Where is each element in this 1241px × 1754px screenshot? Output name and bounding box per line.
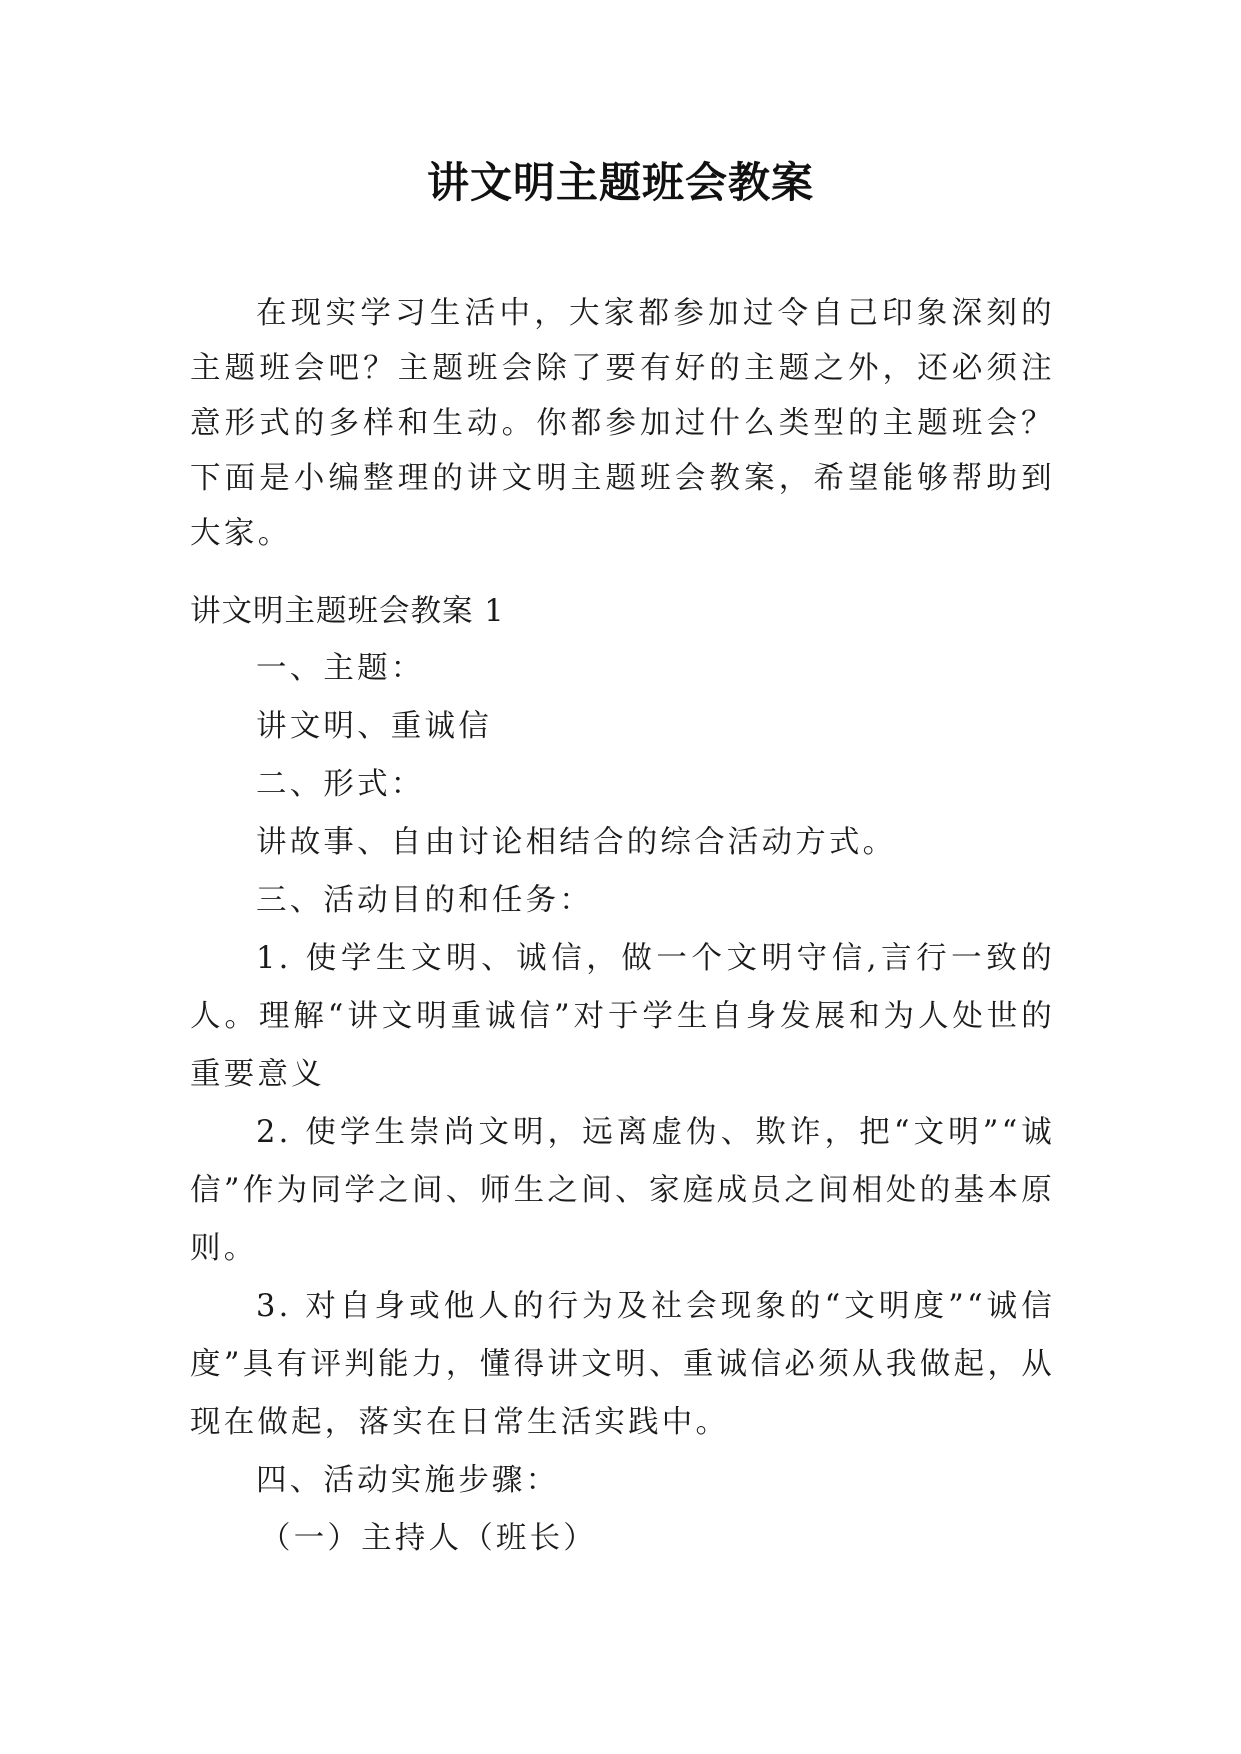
goal-item-2: 2. 使学生崇尚文明，远离虚伪、欺诈，把“文明”“诚信”作为同学之间、师生之间、家庭成员之间相处的基本原则。 (190, 1115, 1055, 1266)
document-title: 讲文明主题班会教案 (426, 158, 814, 207)
heading-steps: 四、活动实施步骤： (256, 1463, 560, 1498)
goal-item-3: 3. 对自身或他人的行为及社会现象的“文明度”“诚信度”具有评判能力，懂得讲文明、重诚信必须从我做起，从现在做起，落实在日常生活实践中。 (190, 1289, 1055, 1440)
document-body (190, 640, 1055, 1568)
step-host: （一）主持人（班长） (260, 1521, 597, 1556)
heading-theme: 一、主题： (256, 651, 425, 686)
theme-text: 讲文明、重诚信 (256, 709, 492, 744)
section-heading: 讲文明主题班会教案 1 (190, 594, 505, 629)
intro-paragraph: 在现实学习生活中，大家都参加过令自己印象深刻的主题班会吧？主题班会除了要有好的主题之外，还必须注意形式的多样和生动。你都参加过什么类型的主题班会？下面是小编整理的讲文明主题班会教案，希望能够帮助到大家。 (190, 296, 1055, 551)
form-text: 讲故事、自由讨论相结合的综合活动方式。 (256, 825, 897, 860)
heading-form: 二、形式： (256, 767, 425, 802)
heading-goals: 三、活动目的和任务： (256, 883, 593, 918)
goal-item-1: 1. 使学生文明、诚信，做一个文明守信,言行一致的人。理解“讲文明重诚信”对于学生自身发展和为人处世的重要意义 (190, 941, 1055, 1092)
